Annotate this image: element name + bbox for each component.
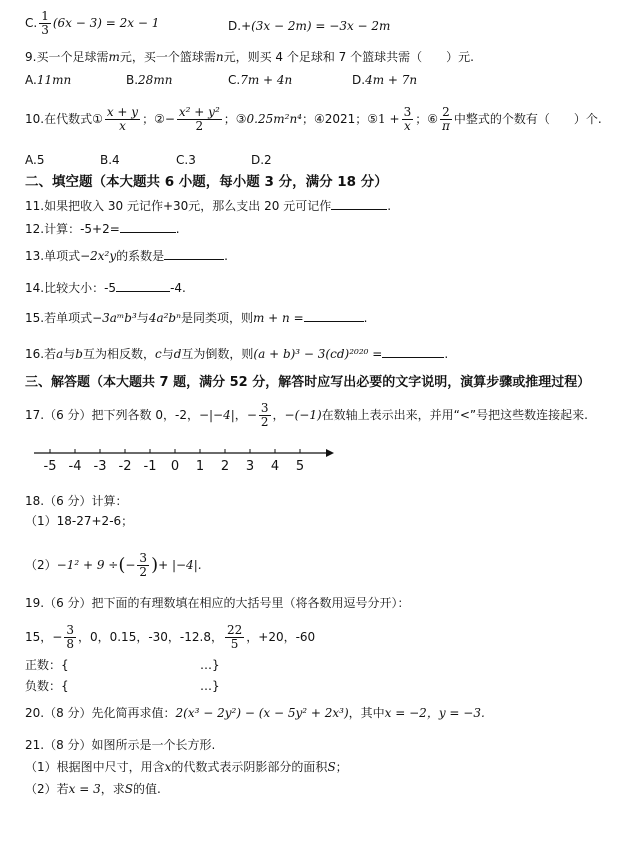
q21-title: 21.（8 分）如图所示是一个长方形. [25, 738, 216, 752]
q18-part-1: （1）18-27+2-6； [25, 514, 134, 528]
answer-blank [382, 345, 444, 358]
number-line-tick-label: 0 [170, 459, 180, 474]
q19-numbers: 15，− $\frac{3}{8}$ ，0，0.15，-30，-12.8， $\frac{22}{5}$ ，+20，-60 [25, 623, 316, 651]
fraction-one-third: $\frac{1}{3}$ [41, 9, 49, 37]
fraction-x-plus-y-over-x: $\frac{x + y}{x}$ [106, 105, 139, 133]
q19-positive-set: 正数：{ [25, 658, 69, 672]
number-line-tick-label: -2 [118, 459, 132, 474]
q15: 15.若单项式−3aᵐb³与4a²bⁿ是同类项，则m + n = . [25, 311, 368, 325]
q16: 16.若a与b互为相反数，c与d互为倒数，则(a + b)³ − 3(cd)²⁰²⁰ = . [25, 347, 449, 361]
answer-blank [164, 247, 224, 260]
answer-blank [331, 197, 387, 210]
q10-option-b: B.4 [100, 153, 120, 167]
answer-blank [120, 220, 176, 233]
section-3-heading: 三、解答题（本大题共 7 题，满分 52 分，解答时应写出必要的文字说明，演算步骤或推理过程） [25, 375, 591, 390]
q18-title: 18.（6 分）计算： [25, 494, 128, 508]
fraction-22-over-5: $\frac{22}{5}$ [226, 623, 243, 651]
q17: 17.（6 分）把下列各数 0，-2，−|−4|，− $\frac{3}{2}$ ，−(−1)在数轴上表示出来，并用“<”号把这些数连接起来. [25, 401, 588, 429]
q19-negative-set: 负数：{ [25, 679, 69, 693]
q21-part-2: （2）若x = 3，求S的值. [25, 782, 161, 796]
fraction-3-over-2: $\frac{3}{2}$ [139, 551, 148, 579]
q9-stem: 9.买一个足球需m元，买一个篮球需n元，则买 4 个足球和 7 个篮球共需（ ）元. [25, 50, 474, 64]
q8-options [25, 10, 159, 37]
fraction-x2-y2-over-2: $\frac{\text{x² + y²}}{2}$ [178, 105, 220, 133]
q10-option-a: A.5 [25, 153, 45, 167]
q11: 11.如果把收入 30 元记作+30元，那么支出 20 元可记作 . [25, 199, 392, 213]
number-line-tick-label: 3 [245, 459, 255, 474]
fraction-3-over-2: $\frac{3}{2}$ [260, 401, 269, 429]
number-line [30, 445, 340, 475]
number-line-tick-label: -3 [93, 459, 107, 474]
answer-blank [116, 279, 170, 292]
q20: 20.（8 分）先化简再求值：2(x³ − 2y²) − (x − 5y² + 2x³)，其中x = −2，y = −3. [25, 706, 485, 720]
q19-title: 19.（6 分）把下面的有理数填在相应的大括号里（将各数用逗号分开）： [25, 596, 410, 610]
q12: 12.计算：-5+2= . [25, 222, 180, 236]
q10-option-d: D.2 [251, 153, 272, 167]
q19-positive-set-close: …} [200, 658, 220, 672]
number-line-tick-label: 5 [295, 459, 305, 474]
q8-option-d: D.+(3x − 2m) = −3x − 2m [228, 19, 391, 33]
q21-part-1: （1）根据图中尺寸，用含x的代数式表示阴影部分的面积S； [25, 760, 348, 774]
number-line-tick-label: 2 [220, 459, 230, 474]
number-line-tick-label: -4 [68, 459, 82, 474]
number-line-tick-label: -1 [143, 459, 157, 474]
fraction-2-over-pi: $\frac{2}{\pi}$ [441, 105, 450, 133]
q10-option-c: C.3 [176, 153, 196, 167]
q18-part-2: （2）−1² + 9 ÷(− $\frac{3}{2}$ )+ |−4|. [25, 551, 202, 579]
fraction-3-over-x: $\frac{3}{x}$ [403, 105, 412, 133]
q10-stem: 10.在代数式① $\frac{x + y}{x}$ ；②− $\frac{\text{x² + y²}}{2}$ ；③0.25m²n⁴；④2021；⑤1 + $\frac{3}{x}$ ；⑥ $\frac{2}{\pi}$ 中整式的个数有（ ）个. [25, 105, 602, 133]
number-line-arrow [326, 449, 334, 457]
number-line-tick-label: 1 [195, 459, 205, 474]
number-line-tick-label: 4 [270, 459, 280, 474]
q9-option-c: C.7m + 4n [228, 73, 293, 87]
q9-option-d: D.4m + 7n [352, 73, 418, 87]
q13: 13.单项式−2x²y的系数是 . [25, 249, 228, 263]
number-line-tick-label: -5 [43, 459, 57, 474]
q19-negative-set-close: …} [200, 679, 220, 693]
q9-option-b: B.28mn [126, 73, 173, 87]
q9-option-a: A.11mn [25, 73, 72, 87]
q14: 14.比较大小：-5 -4. [25, 281, 186, 295]
answer-blank [304, 309, 364, 322]
q8-option-c-label: C. [25, 16, 38, 30]
section-2-heading: 二、填空题（本大题共 6 小题，每小题 3 分，满分 18 分） [25, 174, 388, 190]
fraction-3-over-8: $\frac{3}{8}$ [66, 623, 74, 651]
q8-option-c-math: (6x − 3) = 2x − 1 [52, 16, 160, 30]
